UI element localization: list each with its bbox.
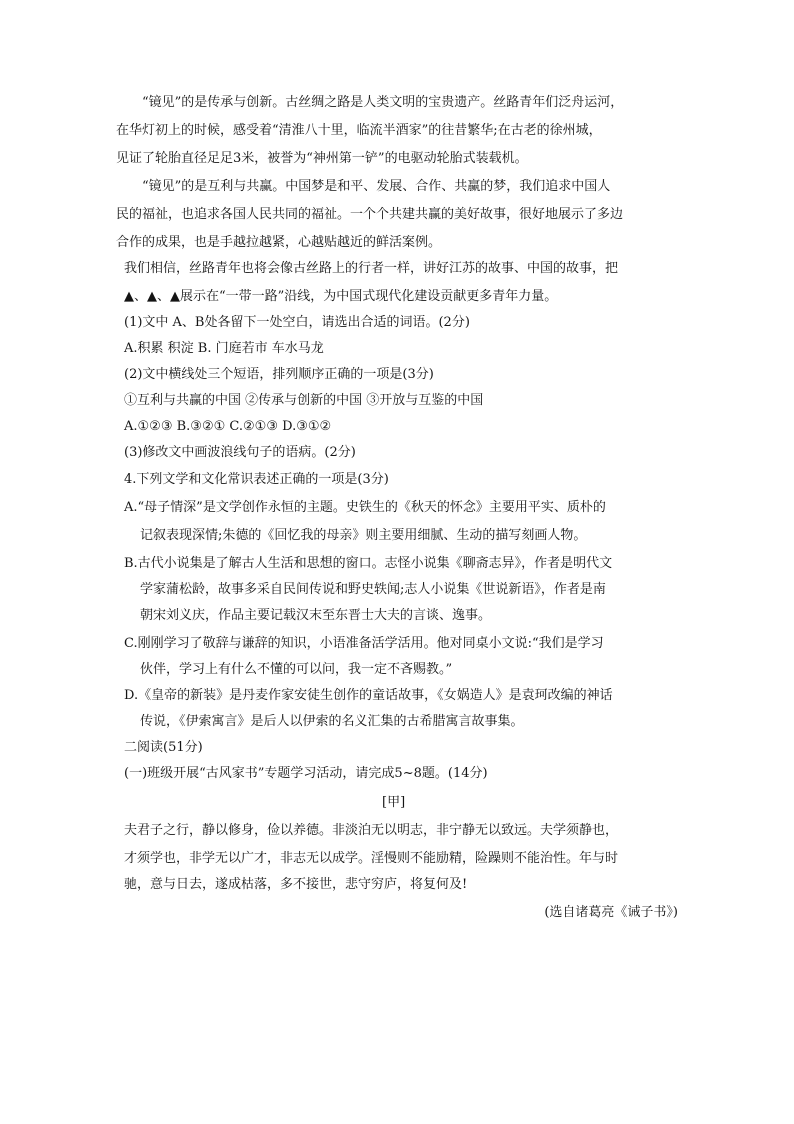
question-prompt: (2)文中横线处三个短语，排列顺序正确的一项是(3分)	[124, 367, 434, 382]
question-title: 4.下列文学和文化常识表述正确的一项是(3分)	[124, 472, 389, 487]
section-heading: 二阅读(51分)	[124, 740, 203, 755]
option-a-line: A.“母子情深”是文学创作永恒的主题。史铁生的《秋天的怀念》主要用平实、质朴的	[124, 500, 606, 515]
option-b-line: 学家蒲松龄，故事多采自民间传说和野史轶闻;志人小说集《世说新语》，作者是南	[140, 582, 606, 597]
paragraph-line: 合作的成果，也是手越拉越紧，心越贴越近的鲜活案例。	[116, 235, 442, 250]
passage-line: 才须学也，非学无以广才，非志无以成学。淫慢则不能励精，险躁则不能治性。年与时	[124, 851, 619, 866]
answer-options: A.积累 积淀 B. 门庭若市 车水马龙	[124, 341, 324, 356]
option-c-line: C.刚刚学习了敬辞与谦辞的知识，小语准备活学活用。他对同桌小文说:“我们是学习	[124, 636, 604, 651]
option-b-line: 朝宋刘义庆，作品主要记载汉末至东晋士大夫的言谈、逸事。	[140, 608, 492, 623]
subsection-heading: (一)班级开展“古风家书”专题学习活动，请完成5~8题。(14分)	[124, 766, 488, 781]
paragraph-line: ▲、▲、▲展示在“一带一路”沿线，为中国式现代化建设贡献更多青年力量。	[124, 289, 558, 304]
question-prompt: (1)文中 A、B处各留下一处空白，请选出合适的词语。(2分)	[124, 315, 470, 330]
paragraph-line: “镜见”的是传承与创新。古丝绸之路是人类文明的宝贵遗产。丝路青年们泛舟运河，	[142, 95, 624, 110]
option-d-line: D.《皇帝的新装》是丹麦作家安徒生创作的童话故事，《女娲造人》是袁珂改编的神话	[124, 688, 613, 703]
paragraph-line: 见证了轮胎直径足足3米，被誉为“神州第一铲”的电驱动轮胎式装载机。	[116, 151, 528, 166]
passage-label: [甲]	[382, 795, 406, 810]
passage-line: 驰，意与日去，遂成枯落，多不接世，悲守穷庐，将复何及!	[124, 877, 468, 892]
option-a-line: 记叙表现深情;朱德的《回忆我的母亲》则主要用细腻、生动的描写刻画人物。	[140, 528, 587, 543]
option-d-line: 传说，《伊索寓言》是后人以伊索的名义汇集的古希腊寓言故事集。	[140, 714, 524, 729]
question-prompt: (3)修改文中画波浪线句子的语病。(2分)	[124, 445, 356, 460]
phrase-list: ①互利与共赢的中国 ②传承与创新的中国 ③开放与互鉴的中国	[124, 393, 484, 408]
passage-line: 夫君子之行，静以修身，俭以养德。非淡泊无以明志，非宁静无以致远。夫学须静也，	[124, 823, 619, 838]
option-c-line: 伙伴，学习上有什么不懂的可以问，我一定不吝赐教。”	[140, 662, 453, 677]
option-b-line: B.古代小说集是了解古人生活和思想的窗口。志怪小说集《聊斋志异》，作者是明代文	[124, 556, 613, 571]
passage-source: (选自诸葛亮《诫子书》)	[544, 905, 678, 920]
paragraph-line: 在华灯初上的时候，感受着“清淮八十里，临流半酒家”的往昔繁华;在古老的徐州城，	[116, 123, 602, 138]
answer-options: A.①②③ B.③②① C.②①③ D.③①②	[124, 419, 332, 434]
paragraph-line: “镜见”的是互利与共赢。中国梦是和平、发展、合作、共赢的梦，我们追求中国人	[142, 179, 611, 194]
paragraph-line: 民的福祉，也追求各国人民共同的福祉。一个个共建共赢的美好故事，很好地展示了多边	[116, 207, 624, 222]
paragraph-line: 我们相信，丝路青年也将会像古丝路上的行者一样，讲好江苏的故事、中国的故事，把	[124, 261, 619, 276]
